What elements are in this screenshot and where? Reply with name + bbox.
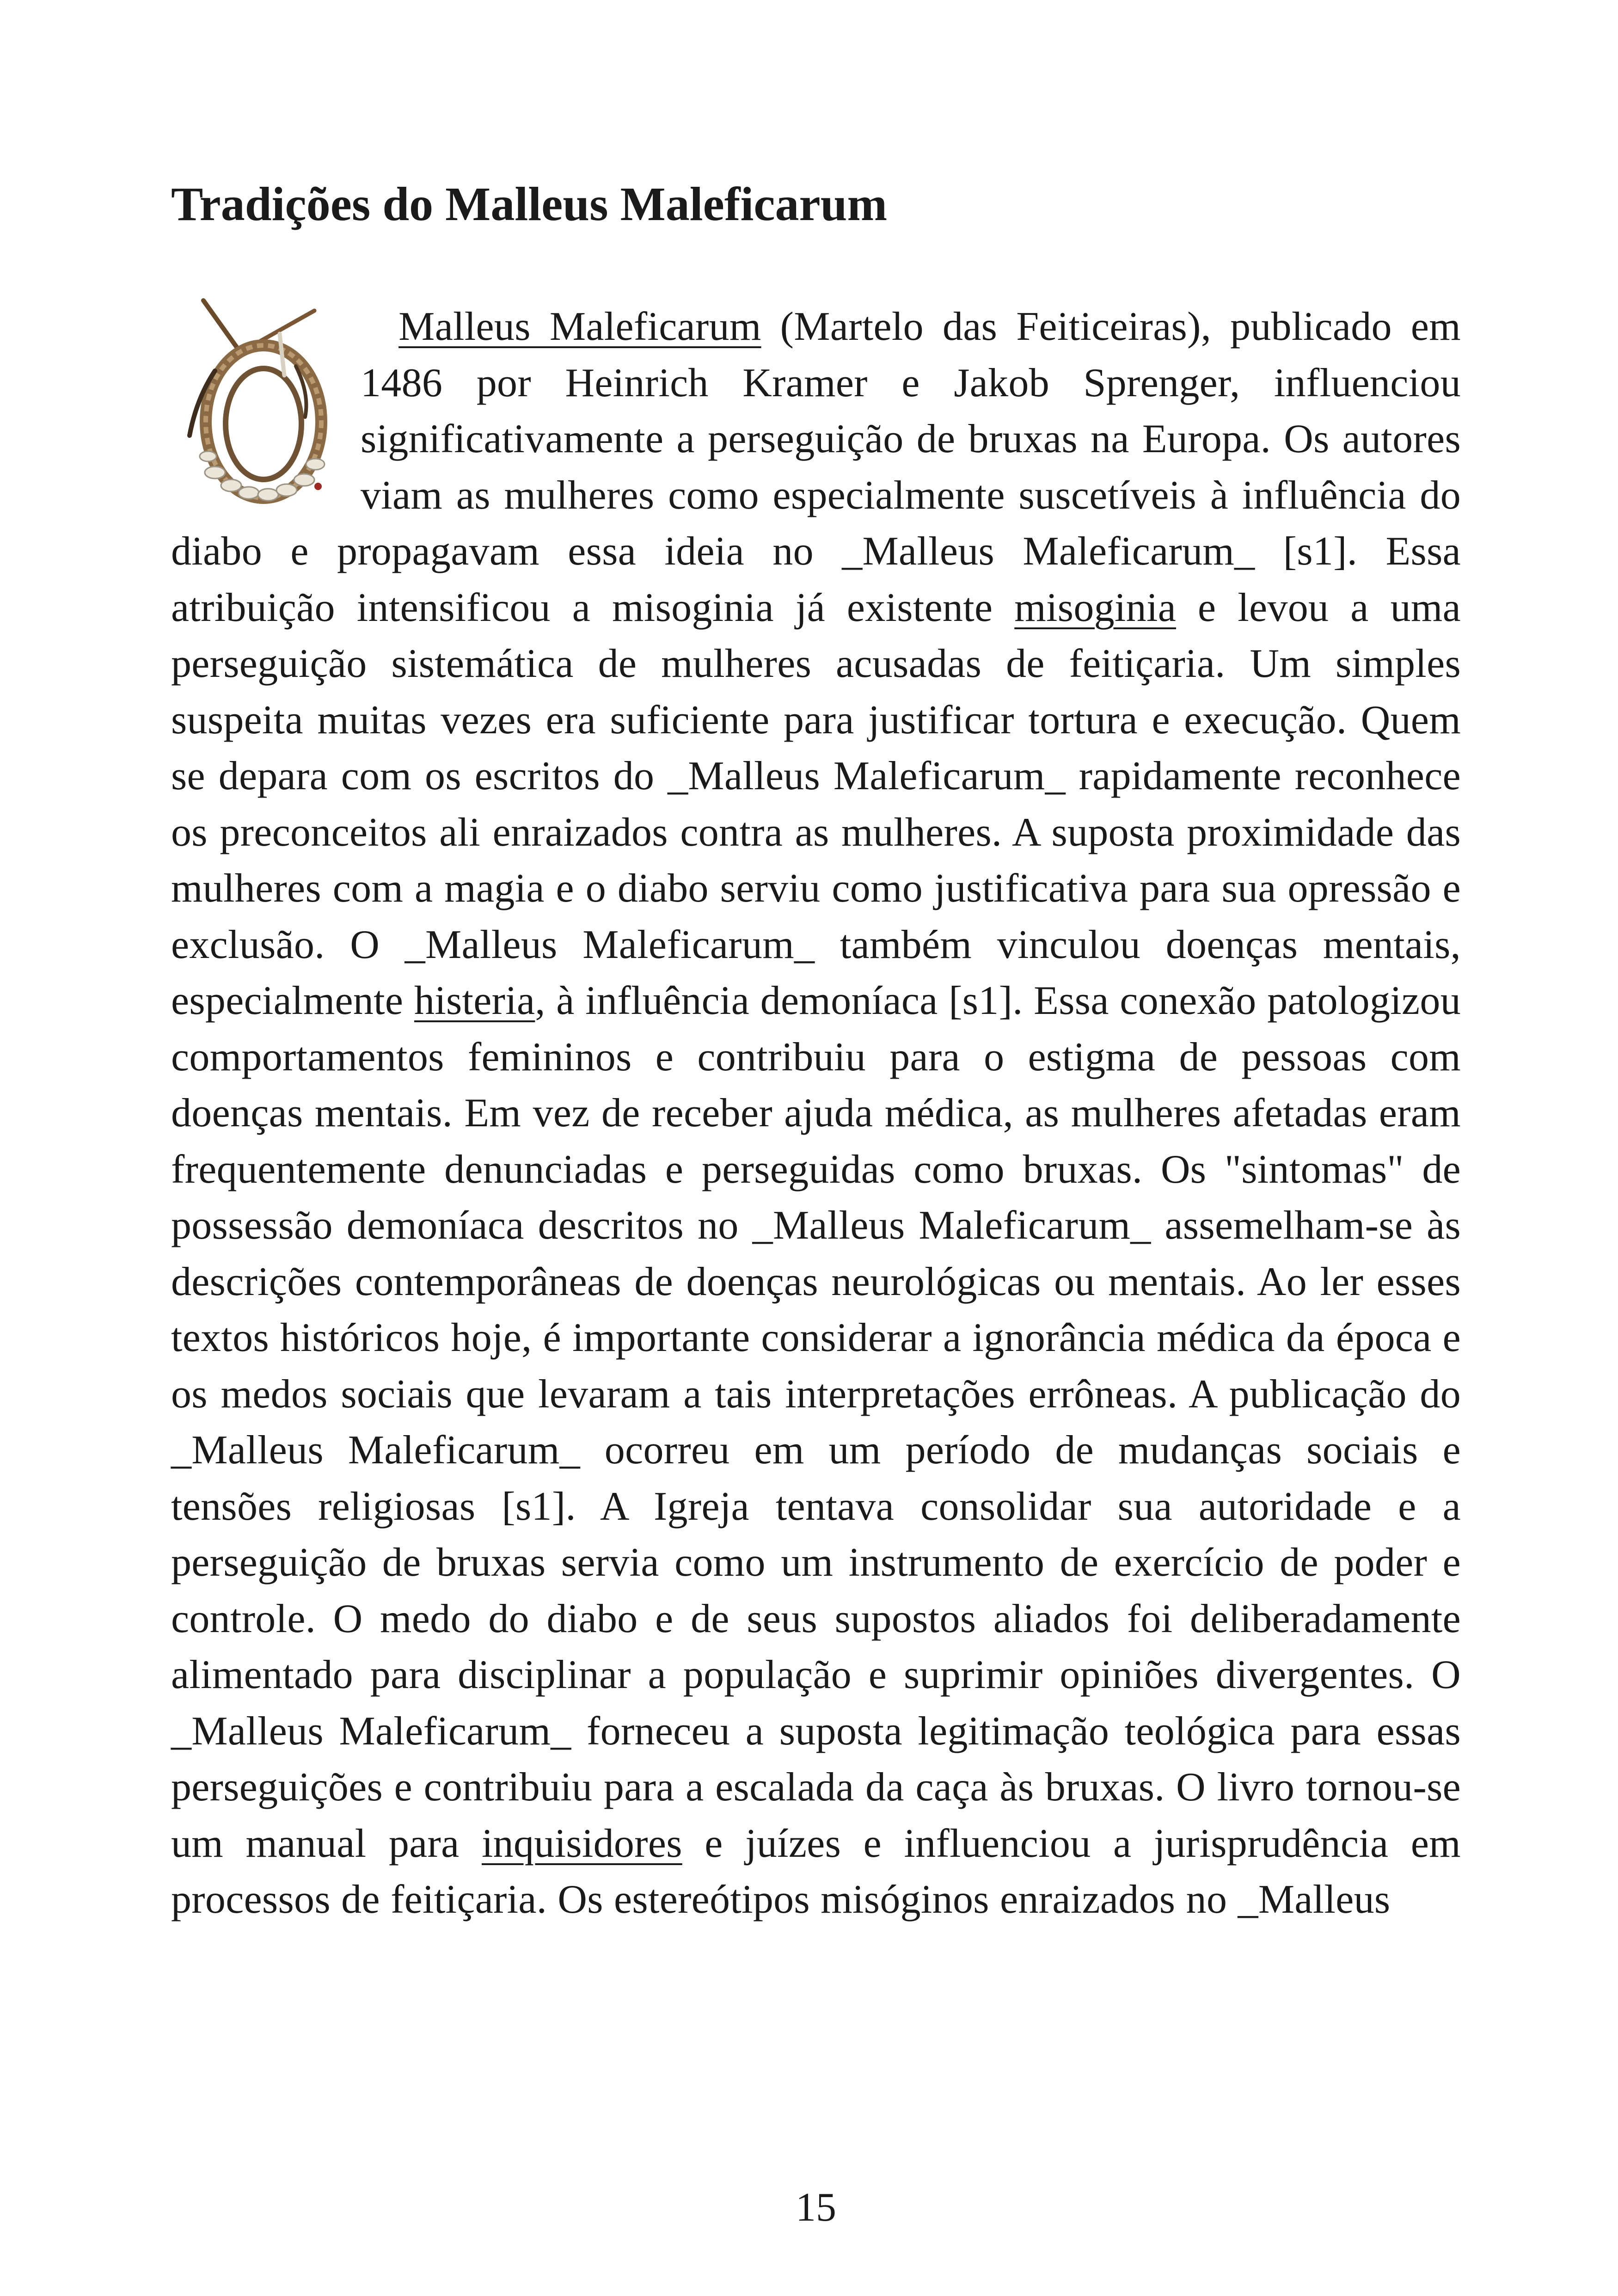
body-segment-4: e juízes e influenciou a jurisprudência em processos de feitiçaria. Os estereótipos misóginos enraizados no _Malleus [171, 1821, 1461, 1922]
link-inquisidores[interactable]: inquisidores [481, 1821, 682, 1866]
dropcap-illustration [171, 297, 356, 514]
book-title-malleus: Malleus Maleficarum [398, 304, 761, 349]
link-misoginia[interactable]: misoginia [1014, 585, 1177, 630]
body-segment-2: e levou a uma perseguição sistemática de mulheres acusadas de feitiçaria. Um simples suspeita muitas vezes era suficiente para justificar tortura e execução. Quem se depara com os escritos do _Malleus Maleficarum_ rapidamente reconhece os preconceitos ali enraizados contra as mulheres. A suposta proximidade das mulheres com a magia e o diabo serviu como justificativa para sua opressão e exclusão. O _Malleus Maleficarum_ também vinculou doenças mentais, especialmente [171, 585, 1461, 1023]
book-page [171, 0, 1461, 2296]
witch-rope-ring-dropcap-icon [171, 297, 361, 522]
body-segment-3: , à influência demoníaca [s1]. Essa conexão patologizou comportamentos femininos e contribuiu para o estigma de pessoas com doenças mentais. Em vez de receber ajuda médica, as mulheres afetadas eram frequentemente denunciadas e perseguidas como bruxas. Os "sintomas" de possessão demoníaca descritos no _Malleus Maleficarum_ assemelham-se às descrições contemporâneas de doenças neurológicas ou mentais. Ao ler esses textos históricos hoje, é importante considerar a ignorância médica da época e os medos sociais que levaram a tais interpretações errôneas. A publicação do _Malleus Maleficarum_ ocorreu em um período de mudanças sociais e tensões religiosas [s1]. A Igreja tentava consolidar sua autoridade e a perseguição de bruxas servia como um instrumento de exercício de poder e controle. O medo do diabo e de seus supostos aliados foi deliberadamente alimentado para disciplinar a população e suprimir opiniões divergentes. O _Malleus Maleficarum_ forneceu a suposta legitimação teológica para essas perseguições e contribuiu para a escalada da caça às bruxas. O livro tornou-se um manual para [171, 978, 1461, 1866]
page-number: 15 [796, 2185, 836, 2230]
page-title: Tradições do Malleus Maleficarum [171, 178, 888, 231]
link-histeria[interactable]: histeria [414, 978, 535, 1023]
body-paragraph [171, 299, 1461, 1928]
body-segment-1: (Martelo das Feiticeiras), publicado em 1486 por Heinrich Kramer e Jakob Sprenger, influenciou significativamente a perseguição de bruxas na Europa. Os autores viam as mulheres como especialmente suscetíveis à influência do diabo e propagavam essa ideia no _Malleus Maleficarum_ [s1]. Essa atribuição intensificou a misoginia já existente [171, 304, 1461, 630]
